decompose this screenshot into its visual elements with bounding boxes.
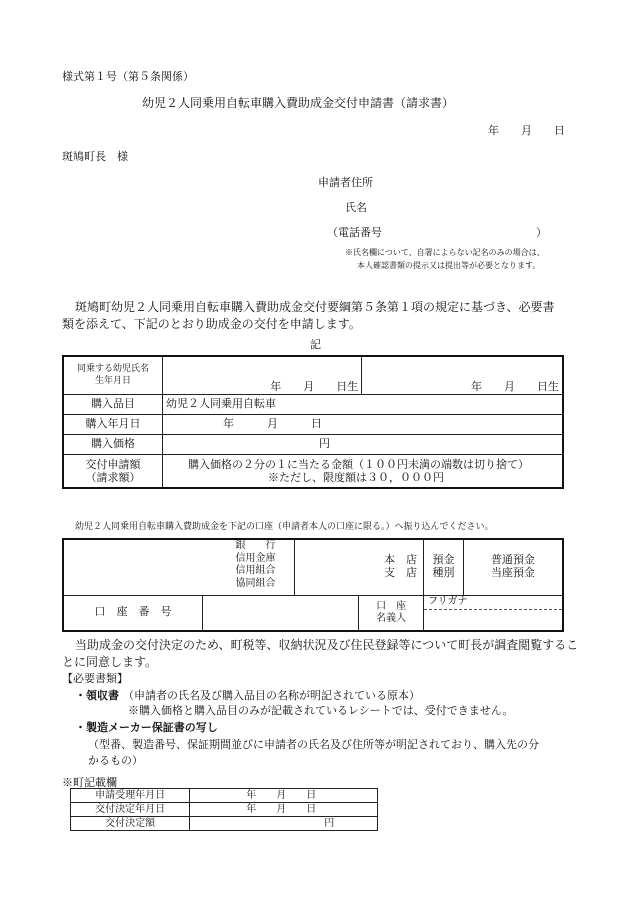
item-row: [63, 394, 563, 414]
addressee: 斑鳩町長 様: [62, 150, 128, 163]
bank-type-shinkin: 信用金庫: [235, 552, 276, 564]
office-row-amount: [71, 817, 378, 831]
bank-intro: 幼児２人同乗用自転車購入費助成金を下記の口座（申請者本人の口座に限る。）へ振り込んでください。: [75, 522, 494, 532]
request-label-line-2: （請求額）: [85, 470, 141, 484]
office-row-received: [71, 789, 378, 803]
required-item-1-note: ※購入価格と購入品目のみが記載されているレシートでは、受付できません。: [128, 704, 514, 717]
account-type-ordinary[interactable]: 普通預金: [490, 553, 535, 566]
child-label-line-2: 生年月日: [95, 376, 132, 387]
request-text-line-2: ※ただし、限度額は３０，０００円: [268, 470, 445, 484]
office-row-decided: [71, 803, 378, 817]
required-item-1-desc: （申請者の氏名及び購入品目の名称が明記されている原本）: [123, 689, 420, 702]
child-1-birth: 年 月 日生: [270, 380, 359, 394]
child-1-birth-field[interactable]: [163, 356, 362, 394]
bank-name-field[interactable]: [63, 539, 294, 595]
bank-type-credit-union: 信用組合: [235, 565, 276, 576]
price-row: [63, 434, 563, 454]
price-field[interactable]: [163, 434, 563, 454]
branch-main: 本 店: [384, 553, 418, 566]
applicant-note-2: 本人確認書類の提示又は提出等が必要となります。: [357, 261, 541, 270]
holder-name-field[interactable]: [424, 595, 563, 631]
account-type-label-2: 種別: [432, 565, 455, 579]
child-row: [63, 356, 563, 394]
child-label-line-1: 同乗する幼児氏名: [77, 364, 150, 375]
account-type-current[interactable]: 当座預金: [490, 565, 535, 579]
required-item-2-desc-2: かるもの）: [88, 754, 143, 767]
required-item-2-title: ・製造メーカー保証書の写し: [75, 721, 218, 734]
item-value: 幼児２人同乗用自転車: [163, 394, 563, 414]
child-2-birth-field[interactable]: [362, 356, 563, 394]
request-text: [163, 454, 563, 488]
purchase-date-value: 年 月 日: [223, 417, 323, 431]
request-label: [63, 454, 163, 488]
intro-line-2: 類を添えて、下記のとおり助成金の交付を申請します。: [62, 317, 361, 331]
account-type-label: [424, 539, 464, 595]
child-label: [63, 356, 163, 394]
purchase-date-row: [63, 414, 563, 434]
consent-line-2: とに同意します。: [62, 655, 158, 669]
holder-label: [359, 595, 424, 631]
price-unit: 円: [319, 437, 331, 451]
form-number: 様式第１号（第５条関係）: [62, 70, 194, 83]
required-item-2-desc-1: （型番、製造番号、保証期間並びに申請者の氏名及び住所等が明記されており、購入先の分: [88, 738, 539, 751]
account-type-label-1: 預金: [432, 553, 455, 566]
bank-type-bank: 銀 行: [235, 540, 276, 551]
office-decided-label: 交付決定年月日: [71, 803, 190, 817]
account-type-options[interactable]: [463, 539, 563, 595]
branch-sub: 支 店: [384, 565, 418, 579]
account-number-field[interactable]: [202, 595, 358, 631]
required-heading: 【必要書類】: [62, 672, 128, 685]
furigana-label: フリガナ: [424, 596, 562, 610]
request-text-line-1: 購入価格の２分の１に当たる金額（１００円未満の端数は切り捨て）: [188, 457, 530, 471]
bank-row: [63, 539, 563, 595]
application-date: 年 月 日: [488, 124, 565, 137]
child-2-birth: 年 月 日生: [471, 380, 559, 394]
purchase-date-label: 購入年月日: [63, 414, 163, 434]
account-number-label: 口 座 番 号: [63, 595, 202, 631]
holder-label-1: 口 座: [376, 601, 407, 613]
office-heading: ※町記載欄: [62, 776, 117, 789]
intro-line-1: 斑鳩町幼児２人同乗用自転車購入費助成金交付要綱第５条第１項の規定に基づき、必要書: [75, 300, 555, 314]
holder-label-2: 名義人: [376, 612, 407, 624]
purchase-date-field[interactable]: [163, 414, 563, 434]
request-row: [63, 454, 563, 488]
office-decided-value: 年 月 日: [190, 803, 378, 817]
purchase-table: [62, 355, 564, 489]
applicant-note-1: ※氏名欄について、自署によらない記名のみの場合は、: [345, 248, 545, 257]
consent-line-1: 当助成金の交付決定のため、町税等、収納状況及び住民登録等について町長が調査閲覧するこ: [75, 638, 579, 652]
required-item-1-title: ・領収書: [75, 689, 119, 702]
applicant-phone-label: （電話番号: [327, 226, 382, 239]
office-amount-label: 交付決定額: [71, 817, 190, 831]
bank-type-cooperative: 協同組合: [235, 577, 276, 589]
office-table: [70, 788, 378, 831]
applicant-phone-close: ）: [536, 226, 547, 239]
office-amount-value: 円: [190, 817, 378, 831]
office-received-label: 申請受理年月日: [71, 789, 190, 803]
ki-label: 記: [310, 338, 321, 351]
office-received-value: 年 月 日: [190, 789, 378, 803]
account-row: [63, 595, 563, 631]
form-title: 幼児２人同乗用自転車購入費助成金交付申請書（請求書）: [142, 96, 455, 110]
price-label: 購入価格: [63, 434, 163, 454]
applicant-name-label: 氏名: [345, 201, 367, 214]
applicant-address-label: 申請者住所: [318, 176, 373, 189]
item-label: 購入品目: [63, 394, 163, 414]
branch-field[interactable]: [294, 539, 423, 595]
request-label-line-1: 交付申請額: [85, 457, 141, 471]
bank-table: [62, 538, 564, 632]
